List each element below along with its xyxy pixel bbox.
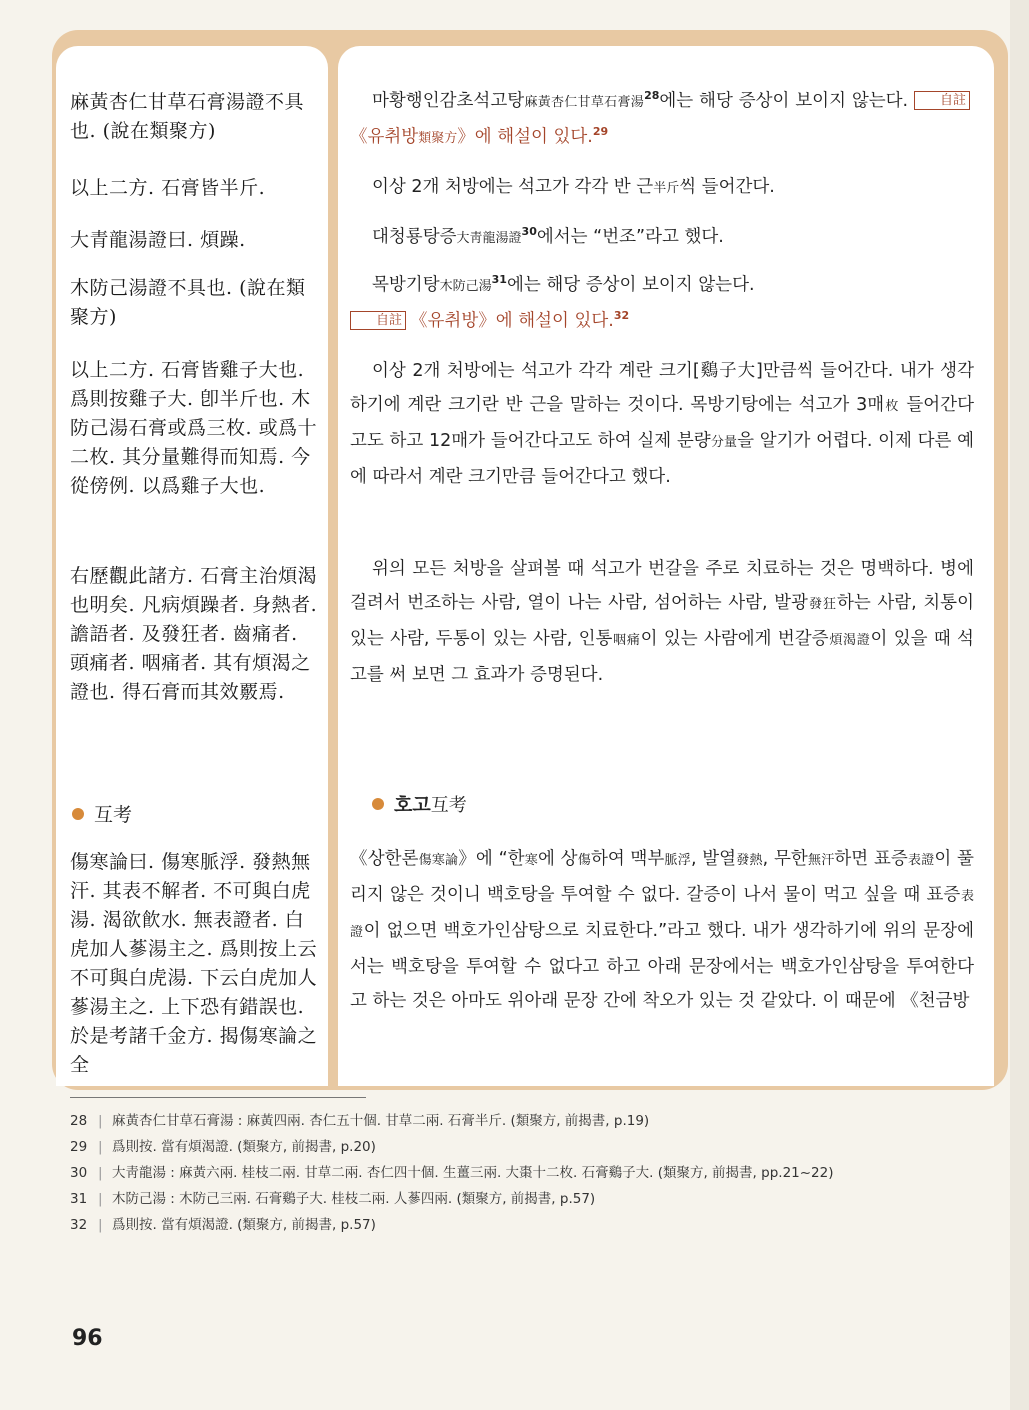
footnote-29: 29 | 爲則按. 當有煩渴證. (類聚方, 前揭書, p.20) xyxy=(70,1139,376,1155)
footnote-32: 32 | 爲則按. 當有煩渴證. (類聚方, 前揭書, p.57) xyxy=(70,1217,376,1233)
paragraph-4: 목방기탕木防己湯$^{31}$에는 해당 증상이 보이지 않는다. 自註 《유취방》에 해설이 있다.$^{32}$ xyxy=(350,268,974,338)
paragraph-1: 마황행인감초석고탕麻黃杏仁甘草石膏湯$^{28}$에는 해당 증상이 보이지 않는다. 自註《유취방類聚方》에 해설이 있다.$^{29}$ xyxy=(350,84,974,156)
page-number: 96 xyxy=(72,1326,103,1351)
bullet-dot-icon xyxy=(72,808,84,820)
paragraph-3: 대청룡탕증大靑龍湯證$^{30}$에서는 “번조”라고 했다. xyxy=(372,225,724,247)
paragraph-5: 이상 2개 처방에는 석고가 각각 계란 크기[鷄子大]만큼씩 들어간다. 내가 생각하기에 계란 크기란 반 근을 말하는 것이다. 목방기탕에는 석고가 3매枚 들어간다고도 하고 12매가 들어간다고도 하여 실제 분량分量을 알기가 어렵다. 이제 다른 예에 따라서 계란 크기만큼 들어간다고 했다. xyxy=(350,361,974,487)
classic-text-block-3: 大青龍湯證曰. 煩躁. xyxy=(70,229,246,251)
classic-text-block-5: 以上二方. 石膏皆雞子大也. 爲則按雞子大. 卽半斤也. 木防己湯石膏或爲三枚. 或爲十二枚. 其分量難得而知焉. 今從傍例. 以爲雞子大也. xyxy=(70,359,318,497)
left-section-heading xyxy=(72,800,132,827)
next-page-edge xyxy=(1010,0,1029,1410)
left-section-title: 互考 xyxy=(94,804,133,826)
classic-text-block-4: 木防己湯證不具也. (說在類聚方) xyxy=(70,277,306,328)
right-section-heading xyxy=(372,790,467,817)
classic-text-block-7: 傷寒論曰. 傷寒脈浮. 發熱無汗. 其表不解者. 不可與白虎湯. 渴欲飮水. 無表證者. 白虎加人蔘湯主之. 爲則按上云不可與白虎湯. 下云白虎加人蔘湯主之. 上下恐有錯誤也. 於是考諸千金方. 揭傷寒論之全 xyxy=(70,851,318,1076)
paragraph-6: 위의 모든 처방을 살펴볼 때 석고가 번갈을 주로 치료하는 것은 명백하다. 병에 걸려서 번조하는 사람, 열이 나는 사람, 섬어하는 사람, 발광發狂하는 사람, 치통이 있는 사람, 두통이 있는 사람, 인통咽痛이 있는 사람에게 번갈증煩渴證이 있을 때 석고를 써 보면 그 효과가 증명된다. xyxy=(350,559,974,685)
bullet-dot-icon-2 xyxy=(372,798,384,810)
self-note-tag-2: 自註 xyxy=(350,311,406,330)
paragraph-7: 《상한론傷寒論》에 “한寒에 상傷하여 맥부脈浮, 발열發熱, 무한無汗하면 표증表證이 풀리지 않은 것이니 백호탕을 투여할 수 없다. 갈증이 나서 물이 먹고 싶을 때 표증表證이 없으면 백호가인삼탕으로 치료한다.”라고 했다. 내가 생각하기에 위의 문장에서는 백호탕을 투여할 수 없다고 하고 아래 문장에서는 백호가인삼탕을 투여한다고 하는 것은 아마도 위아래 문장 간에 착오가 있는 것 같았다. 이 때문에 《천금방 xyxy=(350,849,974,1011)
footnote-divider xyxy=(70,1097,366,1098)
paragraph-2: 이상 2개 처방에는 석고가 각각 반 근半斤씩 들어간다. xyxy=(372,177,775,197)
footnote-31: 31 | 木防己湯 : 木防己三兩. 石膏鷄子大. 桂枝二兩. 人蔘四兩. (類聚方, 前揭書, p.57) xyxy=(70,1191,596,1207)
footnote-28: 28 | 麻黃杏仁甘草石膏湯 : 麻黃四兩. 杏仁五十個. 甘草二兩. 石膏半斤. (類聚方, 前揭書, p.19) xyxy=(70,1113,650,1129)
self-note-tag: 自註 xyxy=(914,91,970,110)
classic-text-block-6: 右歷觀此諸方. 石膏主治煩渴也明矣. 凡病煩躁者. 身熱者. 譫語者. 及發狂者. 齒痛者. 頭痛者. 咽痛者. 其有煩渴之證也. 得石膏而其效覈焉. xyxy=(70,565,318,703)
right-section-title: 호고互考 xyxy=(394,794,467,816)
classic-text-block-1: 麻黃杏仁甘草石膏湯證不具也. (說在類聚方) xyxy=(70,91,305,142)
classic-text-block-2: 以上二方. 石膏皆半斤. xyxy=(70,177,266,199)
footnotes xyxy=(70,1108,970,1238)
footnote-30: 30 | 大靑龍湯 : 麻黃六兩. 桂枝二兩. 甘草二兩. 杏仁四十個. 生薑三兩. 大棗十二枚. 石膏鷄子大. (類聚方, 前揭書, pp.21~22) xyxy=(70,1165,834,1181)
